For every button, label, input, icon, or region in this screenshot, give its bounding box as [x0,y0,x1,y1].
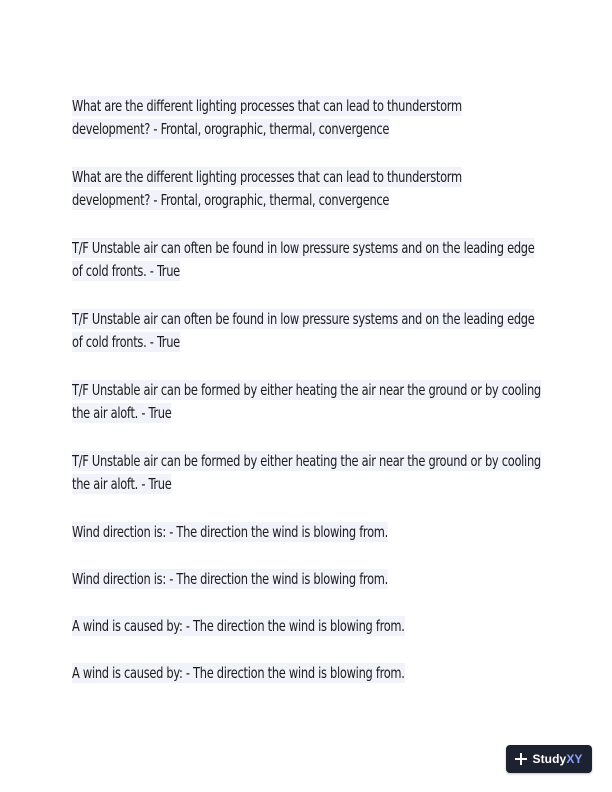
qa-entry: Wind direction is: - The direction the wind is blowing from. [72,570,388,588]
plus-icon [515,753,527,765]
qa-entry: T/F Unstable air can often be found in low pressure systems and on the leading edge of cold fronts. - True [72,310,535,351]
studyxy-badge[interactable] [506,745,592,773]
document-body [72,95,542,709]
brand-logo: StudyXY [532,752,583,766]
qa-entry: A wind is caused by: - The direction the wind is blowing from. [72,664,405,682]
qa-entry: T/F Unstable air can be formed by either heating the air near the ground or by cooling the air aloft. - True [72,381,541,422]
qa-entry: What are the different lighting processes that can lead to thunderstorm development? - Frontal, orographic, thermal, convergence [72,168,462,209]
qa-entry: T/F Unstable air can be formed by either heating the air near the ground or by cooling the air aloft. - True [72,452,541,493]
qa-entry: A wind is caused by: - The direction the wind is blowing from. [72,617,405,635]
qa-entry: T/F Unstable air can often be found in low pressure systems and on the leading edge of cold fronts. - True [72,239,535,280]
qa-entry: What are the different lighting processes that can lead to thunderstorm development? - Frontal, orographic, thermal, convergence [72,97,462,138]
qa-entry: Wind direction is: - The direction the wind is blowing from. [72,523,388,541]
